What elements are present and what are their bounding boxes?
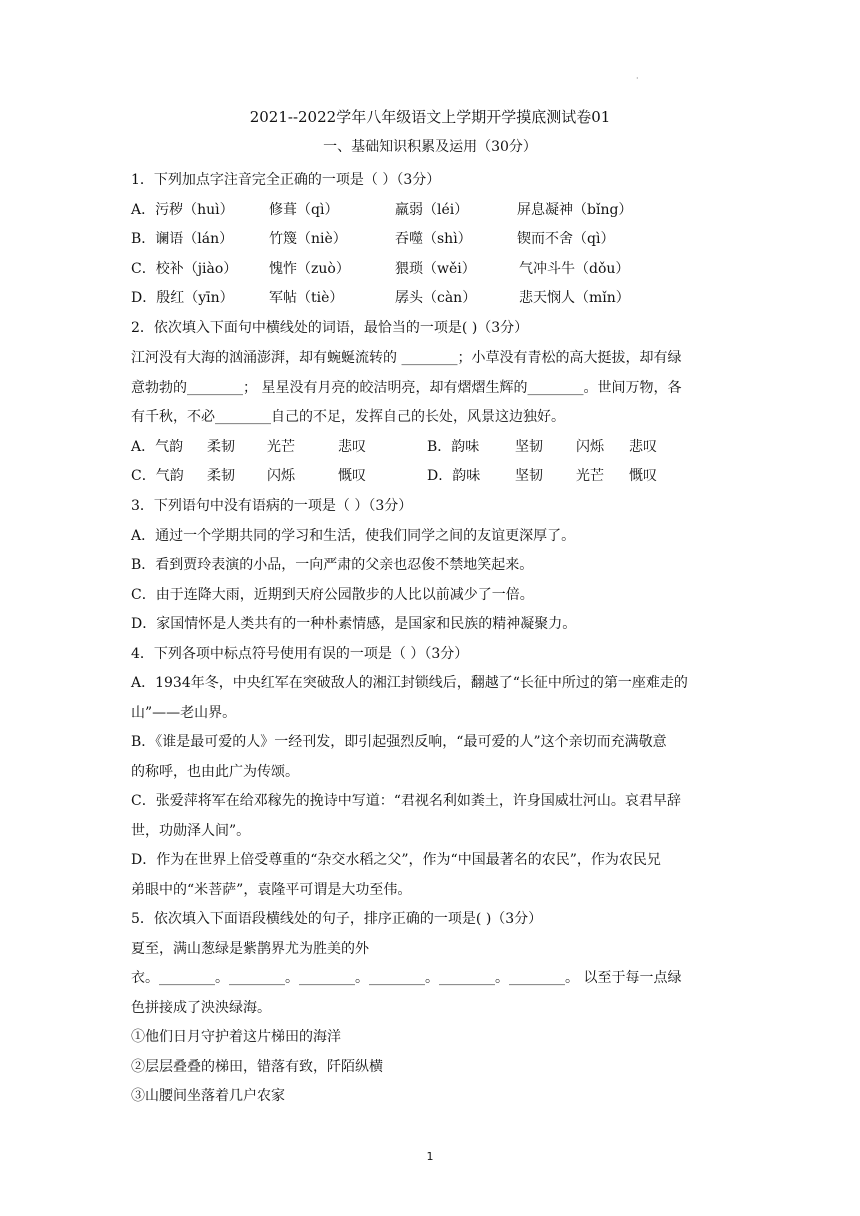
option-b-word-1: B．韵味 bbox=[427, 439, 480, 455]
question-2-text-line-3: 有千秋，不必________自己的不足，发挥自己的长处，风景这边独好。 bbox=[131, 409, 565, 425]
question-4-line-6: 世，功勋泽人间”。 bbox=[131, 823, 251, 839]
question-4-line-7: D．作为在世界上倍受尊重的“杂交水稻之父”，作为“中国最著名的农民”，作为农民兄 bbox=[131, 852, 661, 868]
question-1-row-c bbox=[131, 258, 731, 278]
page-number: 1 bbox=[426, 1150, 434, 1163]
question-4-stem: 4．下列各项中标点符号使用有误的一项是（ ）（3分） bbox=[131, 646, 469, 662]
option-b-item-3: 吞噬（shì） bbox=[395, 231, 472, 247]
option-d-item-2: 军帖（tiè） bbox=[269, 290, 344, 306]
section-heading: 一、基础知识积累及运用（30分） bbox=[323, 139, 537, 155]
question-1-row-a bbox=[131, 199, 731, 219]
question-3-option-c: C．由于连降大雨，近期到天府公园散步的人比以前减少了一倍。 bbox=[131, 587, 534, 603]
option-c-item-2: 愧怍（zuò） bbox=[269, 261, 350, 277]
corner-mark: · bbox=[636, 74, 639, 83]
option-d-item-4: 悲天悯人（mǐn） bbox=[519, 290, 630, 306]
option-c-item-4: 气冲斗牛（dǒu） bbox=[519, 261, 630, 277]
question-2-row-ab bbox=[131, 436, 731, 456]
option-d-word-1: D．韵味 bbox=[427, 468, 481, 484]
question-1-row-d bbox=[131, 287, 731, 307]
question-4-line-2: 山”——老山界。 bbox=[131, 705, 237, 721]
option-c-item-1: C．校补（jiào） bbox=[131, 261, 238, 277]
question-4-line-5: C．张爱萍将军在给邓稼先的挽诗中写道：“君视名利如粪土，许身国威壮河山。哀君早辞 bbox=[131, 793, 681, 809]
option-a-word-3: 光芒 bbox=[267, 439, 295, 455]
question-5-line-2: 衣。________。________。________。________。________。________。 以至于每一点绿 bbox=[131, 970, 682, 986]
option-d-item-1: D．殷红（yīn） bbox=[131, 290, 234, 306]
question-2-stem: 2．依次填入下面句中横线处的词语，最恰当的一项是( )（3分） bbox=[131, 320, 529, 336]
option-b-item-4: 锲而不舍（qì） bbox=[517, 231, 615, 247]
option-a-item-3: 羸弱（léi） bbox=[395, 202, 469, 218]
option-b-word-4: 悲叹 bbox=[629, 439, 657, 455]
option-a-word-4: 悲叹 bbox=[338, 439, 366, 455]
question-3-option-a: A．通过一个学期共同的学习和生活，使我们同学之间的友谊更深厚了。 bbox=[131, 528, 576, 544]
question-5-line-4: ①他们日月守护着这片梯田的海洋 bbox=[131, 1029, 341, 1045]
option-a-item-4: 屏息凝神（bǐng） bbox=[517, 202, 633, 218]
option-a-item-1: A．污秽（huì） bbox=[131, 202, 234, 218]
option-a-word-1: A．气韵 bbox=[131, 439, 184, 455]
question-5-line-3: 色拼接成了泱泱绿海。 bbox=[131, 1000, 271, 1016]
option-d-item-3: 孱头（càn） bbox=[395, 290, 477, 306]
option-b-word-3: 闪烁 bbox=[576, 439, 604, 455]
option-a-word-2: 柔韧 bbox=[207, 439, 235, 455]
question-2-row-cd bbox=[131, 465, 731, 485]
option-b-item-1: B．谰语（lán） bbox=[131, 231, 234, 247]
question-5-line-6: ③山腰间坐落着几户农家 bbox=[131, 1088, 285, 1104]
question-3-stem: 3．下列语句中没有语病的一项是（ ）（3分） bbox=[131, 498, 413, 514]
option-a-item-2: 修葺（qì） bbox=[269, 202, 339, 218]
question-1-stem: 1．下列加点字注音完全正确的一项是（ ）（3分） bbox=[131, 172, 441, 188]
question-3-option-d: D．家国情怀是人类共有的一种朴素情感，是国家和民族的精神凝聚力。 bbox=[131, 616, 577, 632]
question-2-text-line-1: 江河没有大海的汹涌澎湃，却有蜿蜒流转的 ________；小草没有青松的高大挺拔，却有绿 bbox=[131, 350, 682, 366]
question-4-line-3: B．《谁是最可爱的人》一经刊发，即引起强烈反响，“最可爱的人”这个亲切而充满敬意 bbox=[131, 734, 667, 750]
option-d-word-4: 慨叹 bbox=[629, 468, 657, 484]
option-c-item-3: 猥琐（wěi） bbox=[395, 261, 476, 277]
question-5-line-1: 夏至，满山葱绿是紫鹊界尤为胜美的外 bbox=[131, 941, 369, 957]
question-4-line-1: A．1934年冬，中央红军在突破敌人的湘江封锁线后，翻越了“长征中所过的第一座难走的 bbox=[131, 675, 688, 691]
option-b-item-2: 竹篾（niè） bbox=[269, 231, 347, 247]
option-d-word-2: 坚韧 bbox=[515, 468, 543, 484]
question-5-line-5: ②层层叠叠的梯田，错落有致，阡陌纵横 bbox=[131, 1059, 383, 1075]
option-d-word-3: 光芒 bbox=[576, 468, 604, 484]
page-title: 2021--2022学年八年级语文上学期开学摸底测试卷01 bbox=[249, 108, 611, 126]
option-c-word-4: 慨叹 bbox=[338, 468, 366, 484]
option-c-word-1: C．气韵 bbox=[131, 468, 184, 484]
question-4-line-4: 的称呼，也由此广为传颂。 bbox=[131, 764, 299, 780]
question-4-line-8: 弟眼中的“米菩萨”，袁隆平可谓是大功至伟。 bbox=[131, 882, 412, 898]
option-c-word-3: 闪烁 bbox=[267, 468, 295, 484]
question-1-row-b bbox=[131, 228, 731, 248]
question-3-option-b: B．看到贾玲表演的小品，一向严肃的父亲也忍俊不禁地笑起来。 bbox=[131, 557, 534, 573]
question-5-stem: 5．依次填入下面语段横线处的句子，排序正确的一项是( )（3分） bbox=[131, 911, 543, 927]
option-c-word-2: 柔韧 bbox=[207, 468, 235, 484]
question-2-text-line-2: 意勃勃的________； 星星没有月亮的皎洁明亮，却有熠熠生辉的________。世间万物，各 bbox=[131, 380, 682, 396]
option-b-word-2: 坚韧 bbox=[515, 439, 543, 455]
